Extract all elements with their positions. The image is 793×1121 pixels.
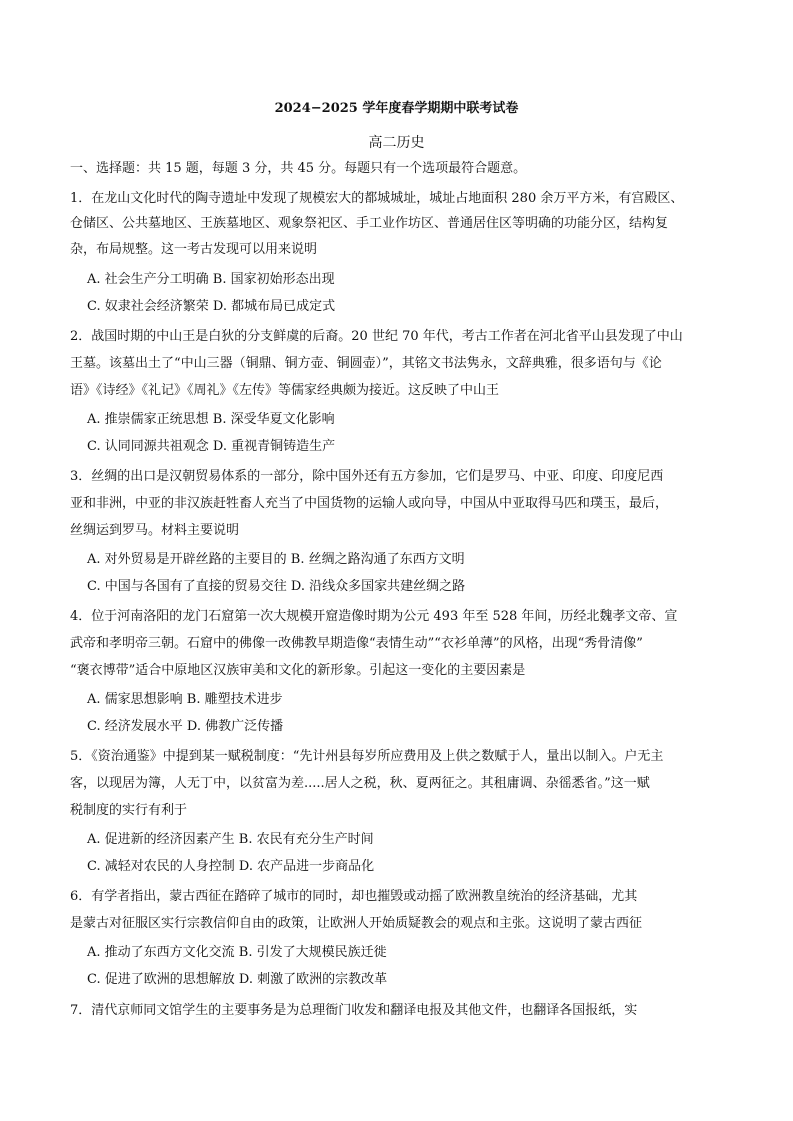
question-1-line-3: 杂，布局规整。这一考古发现可以用来说明 bbox=[70, 242, 318, 257]
question-6-options-2: C. 促进了欧洲的思想解放 D. 刺激了欧洲的宗教改革 bbox=[87, 972, 388, 987]
question-2-options-2: C. 认同同源共祖观念 D. 重视青铜铸造生产 bbox=[87, 439, 336, 454]
question-5-line-2: 客，以现居为簿，人无丁中，以贫富为差.....居人之税，秋、夏两征之。其租庸调、杂徭悉省。”这一赋 bbox=[70, 776, 650, 791]
question-2-line-2: 王墓。该墓出土了“中山三器（铜鼎、铜方壶、铜圆壶）”，其铭文书法隽永，文辞典雅，很多语句与《论 bbox=[70, 356, 662, 371]
question-6-line-1: 6．有学者指出，蒙古西征在踏碎了城市的同时，却也摧毁或动摇了欧洲教皇统治的经济基础，尤其 bbox=[70, 889, 638, 904]
exam-title: 2024−2025 学年度春学期期中联考试卷 bbox=[274, 101, 519, 116]
question-7-line-1: 7．清代京师同文馆学生的主要事务是为总理衙门收发和翻译电报及其他文件，也翻译各国报纸，实 bbox=[70, 1003, 638, 1018]
question-1-line-1: 1．在龙山文化时代的陶寺遗址中发现了规模宏大的都城城址，城址占地面积 280 余万平方米，有宫殿区、 bbox=[70, 191, 684, 206]
question-4-options-2: C. 经济发展水平 D. 佛教广泛传播 bbox=[87, 719, 284, 734]
question-1-line-2: 仓储区、公共墓地区、王族墓地区、观象祭祀区、手工业作坊区、普通居住区等明确的功能分区，结构复 bbox=[70, 216, 669, 231]
question-3-line-1: 3．丝绸的出口是汉朝贸易体系的一部分，除中国外还有五方参加，它们是罗马、中亚、印度、印度尼西 bbox=[70, 469, 664, 484]
question-3-options-2: C. 中国与各国有了直接的贸易交往 D. 沿线众多国家共建丝绸之路 bbox=[87, 579, 466, 594]
question-2-line-3: 语》《诗经》《礼记》《周礼》《左传》等儒家经典颇为接近。这反映了中山王 bbox=[70, 383, 500, 398]
question-5-line-1: 5．《资治通鉴》中提到某一赋税制度：“先计州县每岁所应费用及上供之数赋于人，量出以制入。户无主 bbox=[70, 749, 664, 764]
question-5-options-2: C. 减轻对农民的人身控制 D. 农产品进一步商品化 bbox=[87, 859, 375, 874]
question-6-line-2: 是蒙古对征服区实行宗教信仰自由的政策，让欧洲人开始质疑教会的观点和主张。这说明了蒙古西征 bbox=[70, 916, 643, 931]
question-4-line-1: 4．位于河南洛阳的龙门石窟第一次大规模开窟造像时期为公元 493 年至 528 年间，历经北魏孝文帝、宣 bbox=[70, 609, 678, 624]
question-4-options-1: A. 儒家思想影响 B. 雕塑技术进步 bbox=[87, 692, 283, 707]
question-3-line-3: 丝绸运到罗马。材料主要说明 bbox=[70, 523, 240, 538]
exam-subject: 高二历史 bbox=[368, 135, 425, 151]
question-2-line-1: 2．战国时期的中山王是白狄的分支鲜虞的后裔。20 世纪 70 年代，考古工作者在河北省平山县发现了中山 bbox=[70, 329, 683, 344]
section-heading: 一、选择题：共 15 题，每题 3 分，共 45 分。每题只有一个选项最符合题意。 bbox=[70, 161, 527, 176]
question-2-options-1: A. 推崇儒家正统思想 B. 深受华夏文化影响 bbox=[87, 412, 335, 427]
question-3-line-2: 亚和非洲，中亚的非汉族赶牲畜人充当了中国货物的运输人或向导，中国从中亚取得马匹和璞玉，最后， bbox=[70, 496, 669, 511]
question-5-line-3: 税制度的实行有利于 bbox=[70, 803, 188, 818]
question-6-options-1: A. 推动了东西方文化交流 B. 引发了大规模民族迁徙 bbox=[87, 945, 387, 960]
question-3-options-1: A. 对外贸易是开辟丝路的主要目的 B. 丝绸之路沟通了东西方文明 bbox=[87, 552, 465, 567]
question-1-options-2: C. 奴隶社会经济繁荣 D. 都城布局已成定式 bbox=[87, 299, 336, 314]
question-1-options-1: A. 社会生产分工明确 B. 国家初始形态出现 bbox=[87, 272, 335, 287]
question-5-options-1: A. 促进新的经济因素产生 B. 农民有充分生产时间 bbox=[87, 832, 374, 847]
question-4-line-2: 武帝和孝明帝三朝。石窟中的佛像一改佛教早期造像“表情生动”“衣衫单薄”的风格，出现“秀骨清像” bbox=[70, 636, 643, 651]
question-4-line-3: “褒衣博带”适合中原地区汉族审美和文化的新形象。引起这一变化的主要因素是 bbox=[70, 663, 526, 678]
